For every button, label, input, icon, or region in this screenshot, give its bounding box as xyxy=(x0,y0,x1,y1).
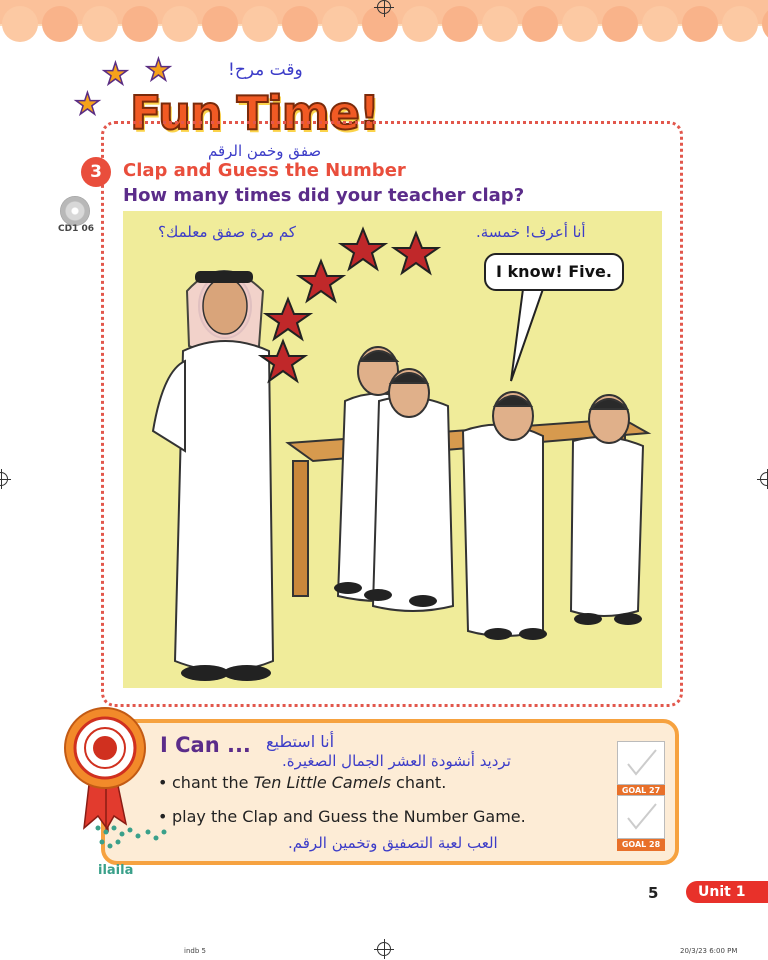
goal-27-checkbox[interactable]: GOAL 27 xyxy=(617,741,665,799)
check-icon xyxy=(618,742,664,784)
cd-icon xyxy=(60,196,90,226)
star-icon: ★ xyxy=(145,53,172,88)
unit-badge: Unit 1 xyxy=(686,881,768,903)
arabic-answer: أنا أعرف! خمسة. xyxy=(476,223,586,241)
arabic-fun-time: وقت مرح! xyxy=(228,60,303,80)
star-icon: ★ xyxy=(74,87,101,122)
registration-mark-left xyxy=(0,472,8,486)
audio-cd[interactable] xyxy=(58,196,94,238)
award-rosette-icon xyxy=(62,706,148,834)
print-date-label: 20/3/23 6:00 PM xyxy=(680,947,738,955)
arabic-section-subtitle: صفق وخمن الرقم xyxy=(208,142,322,160)
activity-number-badge: 3 xyxy=(81,157,111,187)
registration-mark-bottom xyxy=(377,942,391,956)
goal-2-text: • play the Clap and Guess the Number Game. xyxy=(158,807,526,826)
arabic-goal-1: ترديد أنشودة العشر الجمال الصغيرة. xyxy=(282,752,511,770)
registration-mark-top xyxy=(377,0,391,14)
i-can-title: I Can ... xyxy=(160,733,251,757)
cd-track-label: CD1 06 xyxy=(58,224,94,234)
arabic-i-can: أنا استطيع xyxy=(266,732,335,751)
brand-dots-logo xyxy=(88,818,198,862)
brand-logo-text: ilaila xyxy=(98,863,134,878)
registration-mark-right xyxy=(760,472,768,486)
section-question: How many times did your teacher clap? xyxy=(123,185,525,206)
print-file-label: indb 5 xyxy=(184,947,206,955)
speech-bubble: I know! Five. xyxy=(484,253,624,291)
goal-1-text: • chant the Ten Little Camels chant. xyxy=(158,773,447,792)
arabic-goal-2: العب لعبة التصفيق وتخمين الرقم. xyxy=(288,834,498,852)
section-title: Clap and Guess the Number xyxy=(123,160,406,181)
page-number: 5 xyxy=(648,884,659,902)
check-icon xyxy=(618,796,664,838)
goal-28-checkbox[interactable]: GOAL 28 xyxy=(617,795,665,853)
star-icon: ★ xyxy=(102,57,129,92)
page-title: Fun Time! xyxy=(130,86,379,140)
arabic-question: كم مرة صفق معلمك؟ xyxy=(158,223,296,241)
